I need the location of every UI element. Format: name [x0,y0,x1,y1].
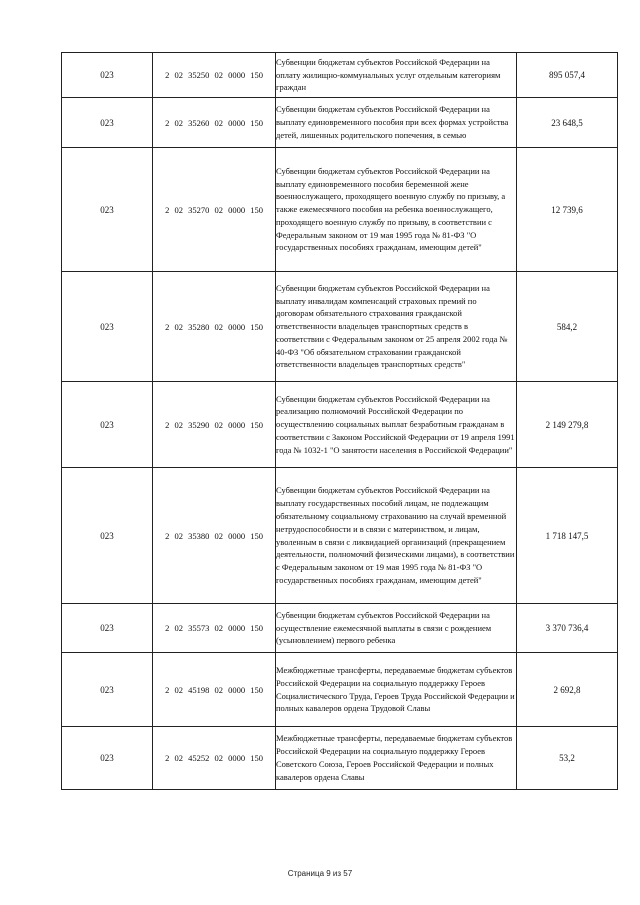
amount-cell: 2 149 279,8 [517,382,618,468]
admin-code-cell: 023 [62,53,153,98]
budget-classification-code-cell: 2 02 45252 02 0000 150 [153,727,276,790]
budget-classification-code-cell: 2 02 35260 02 0000 150 [153,98,276,148]
admin-code-cell: 023 [62,468,153,604]
budget-classification-code-cell: 2 02 35573 02 0000 150 [153,604,276,653]
revenue-name-cell: Субвенции бюджетам субъектов Российской Федерации на оплату жилищно-коммунальных услуг отдельным категориям граждан [276,53,517,98]
budget-classification-code-cell: 2 02 35290 02 0000 150 [153,382,276,468]
table-row [62,272,618,382]
table-row [62,604,618,653]
amount-cell: 1 718 147,5 [517,468,618,604]
table-row [62,727,618,790]
revenue-name-cell: Субвенции бюджетам субъектов Российской Федерации на реализацию полномочий Российской Федерации по осуществлению социальных выплат безработным гражданам в соответствии с Законом Российской Федерации от 19 апреля 1991 года № 1032-1 "О занятости населения в Российской Федерации" [276,382,517,468]
table-row [62,148,618,272]
budget-classification-code-cell: 2 02 35280 02 0000 150 [153,272,276,382]
budget-classification-code-cell: 2 02 35380 02 0000 150 [153,468,276,604]
admin-code-cell: 023 [62,272,153,382]
budget-classification-code-cell: 2 02 35250 02 0000 150 [153,53,276,98]
admin-code-cell: 023 [62,382,153,468]
revenue-name-cell: Субвенции бюджетам субъектов Российской Федерации на выплату инвалидам компенсаций страховых премий по договорам обязательного страхования гражданской ответственности владельцев транспортных средств в соответствии с Федеральным законом от 25 апреля 2002 года № 40-ФЗ "Об обязательном страховании гражданской ответственности владельцев транспортных средств" [276,272,517,382]
admin-code-cell: 023 [62,727,153,790]
amount-cell: 3 370 736,4 [517,604,618,653]
admin-code-cell: 023 [62,653,153,727]
revenue-name-cell: Субвенции бюджетам субъектов Российской Федерации на выплату единовременного пособия беременной жене военнослужащего, проходящего военную службу по призыву, а также ежемесячного пособия на ребенка военнослужащего, проходящего военную службу по призыву, в соответствии с Федеральным законом от 19 мая 1995 года № 81-ФЗ "О государственных пособиях гражданам, имеющим детей" [276,148,517,272]
amount-cell: 12 739,6 [517,148,618,272]
admin-code-cell: 023 [62,98,153,148]
admin-code-cell: 023 [62,148,153,272]
revenue-name-cell: Субвенции бюджетам субъектов Российской Федерации на осуществление ежемесячной выплаты в связи с рождением (усыновлением) первого ребенка [276,604,517,653]
amount-cell: 23 648,5 [517,98,618,148]
page-number: Страница 9 из 57 [287,869,353,878]
budget-classification-code-cell: 2 02 45198 02 0000 150 [153,653,276,727]
budget-revenue-table [61,52,618,790]
revenue-name-cell: Межбюджетные трансферты, передаваемые бюджетам субъектов Российской Федерации на социальную поддержку Героев Социалистического Труда, Героев Труда Российской Федерации и полных кавалеров ордена Трудовой Славы [276,653,517,727]
budget-classification-code-cell: 2 02 35270 02 0000 150 [153,148,276,272]
revenue-name-cell: Межбюджетные трансферты, передаваемые бюджетам субъектов Российской Федерации на социальную поддержку Героев Советского Союза, Героев Российской Федерации и полных кавалеров ордена Славы [276,727,517,790]
table-row [62,98,618,148]
revenue-name-cell: Субвенции бюджетам субъектов Российской Федерации на выплату единовременного пособия при всех формах устройства детей, лишенных родительского попечения, в семью [276,98,517,148]
amount-cell: 895 057,4 [517,53,618,98]
amount-cell: 584,2 [517,272,618,382]
amount-cell: 2 692,8 [517,653,618,727]
table-row [62,468,618,604]
table-row [62,382,618,468]
revenue-name-cell: Субвенции бюджетам субъектов Российской Федерации на выплату государственных пособий лицам, не подлежащим обязательному социальному страхованию на случай временной нетрудоспособности и в связи с материнством, и лицам, уволенным в связи с ликвидацией организаций (прекращением деятельности, полномочий физическими лицами), в соответствии с Федеральным законом от 19 мая 1995 года № 81-ФЗ "О государственных пособиях гражданам, имеющим детей" [276,468,517,604]
table-row [62,53,618,98]
amount-cell: 53,2 [517,727,618,790]
budget-table-container [61,52,618,790]
admin-code-cell: 023 [62,604,153,653]
table-row [62,653,618,727]
